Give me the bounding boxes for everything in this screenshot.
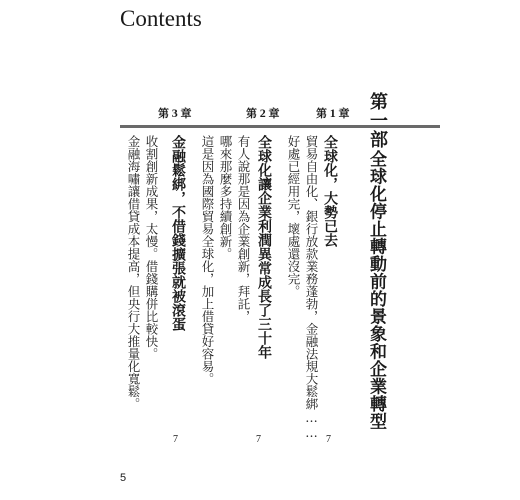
- page-number: 5: [120, 472, 127, 484]
- chapter-1-summary: [284, 135, 320, 440]
- chapter-2-page-ref: 7: [256, 434, 261, 445]
- chapter-suffix: 章: [268, 108, 280, 120]
- header-rule: [120, 125, 440, 128]
- chapter-2-title[interactable]: 全球化讓企業利潤異常成長了三十年: [256, 135, 272, 359]
- chapter-prefix: 第: [158, 108, 169, 120]
- contents-heading: Contents: [120, 6, 202, 31]
- summary-line: 有人說那是因為企業創新，拜託，: [236, 135, 251, 323]
- summary-line: 貿易自由化、銀行放款業務蓬勃，金融法規大鬆綁……: [304, 135, 319, 440]
- summary-line: 收割創新成果，太慢。借錢購併比較快。: [144, 135, 159, 360]
- chapter-3-label: [158, 105, 192, 121]
- chapter-1-label: [316, 105, 350, 121]
- chapter-number: 2: [259, 106, 266, 120]
- chapter-3-page-ref: 7: [173, 434, 178, 445]
- summary-line: 這是因為國際貿易全球化，加上借貸好容易。: [200, 135, 215, 385]
- part-label: 第一部: [367, 92, 388, 149]
- chapter-prefix: 第: [316, 108, 327, 120]
- chapter-3-summary: [124, 135, 160, 410]
- summary-line: 好處已經用完，壞處還沒完。: [286, 135, 301, 298]
- chapter-1-page-ref: 7: [326, 434, 331, 445]
- summary-line: 哪來那麼多持續創新。: [218, 135, 233, 260]
- chapter-1-title[interactable]: 全球化，大勢已去: [322, 135, 338, 247]
- chapter-suffix: 章: [338, 108, 350, 120]
- chapter-2-label: [246, 105, 280, 121]
- chapter-prefix: 第: [246, 108, 257, 120]
- part-title: 全球化停止轉動前的景象和企業轉型: [366, 150, 386, 430]
- chapter-number: 3: [171, 106, 178, 120]
- chapter-2-summary: [198, 135, 252, 385]
- chapter-3-title[interactable]: 金融鬆綁，不借錢擴張就被滾蛋: [170, 135, 186, 331]
- chapter-suffix: 章: [180, 108, 192, 120]
- chapter-number: 1: [329, 106, 336, 120]
- summary-line: 金融海嘯讓借貸成本提高，但央行大推量化寬鬆。: [126, 135, 141, 410]
